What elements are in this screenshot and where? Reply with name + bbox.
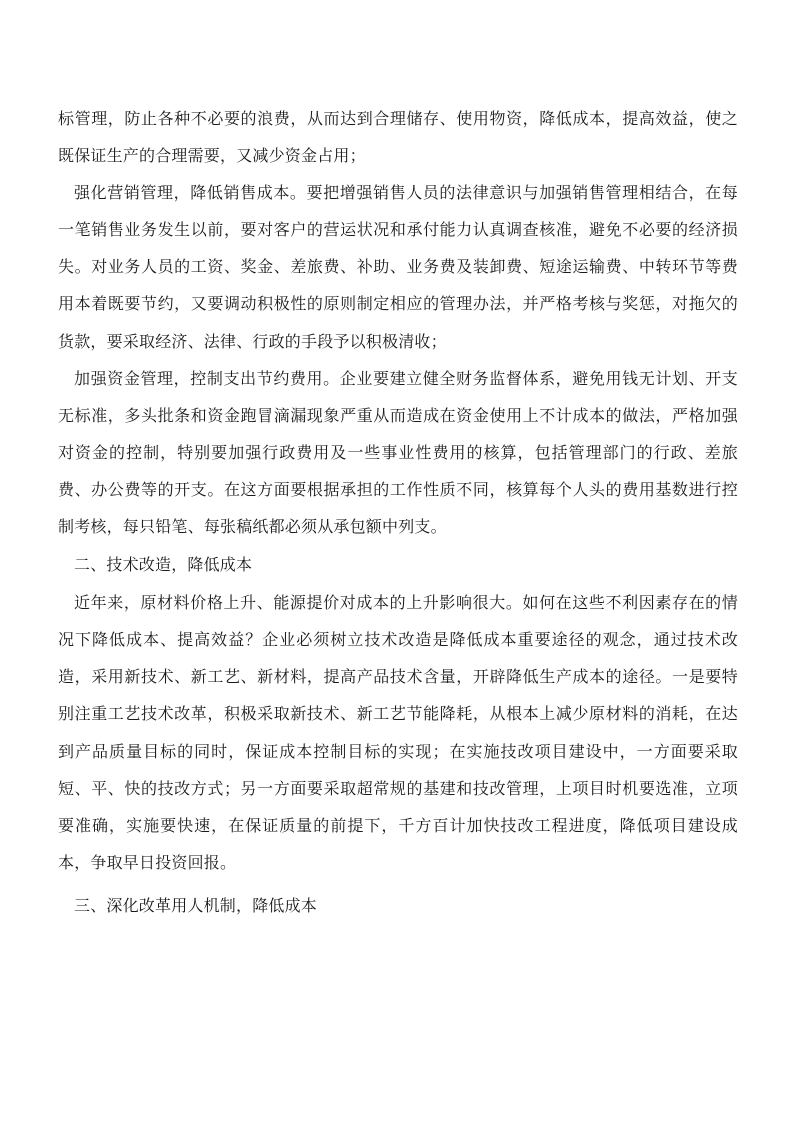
- section-heading-staffing-reform: 三、深化改革用人机制，降低成本: [74, 895, 318, 915]
- section-heading-technical-reform: 二、技术改造，降低成本: [74, 555, 253, 575]
- paragraph-continuation: 标管理，防止各种不必要的浪费，从而达到合理储存、使用物资，降低成本，提高效益，使之既保证生产的合理需要，又减少资金占用；: [58, 109, 738, 166]
- document-body: [58, 100, 738, 925]
- paragraph-technical-reform: 近年来，原材料价格上升、能源提价对成本的上升影响很大。如何在这些不利因素存在的情况下降低成本、提高效益？企业必须树立技术改造是降低成本重要途径的观念，通过技术改造，采用新技术、新工艺、新材料，提高产品技术含量，开辟降低生产成本的途径。一是要特别注重工艺技术改革，积极采取新技术、新工艺节能降耗，从根本上减少原材料的消耗，在达到产品质量目标的同时，保证成本控制目标的实现；在实施技改项目建设中，一方面要采取短、平、快的技改方式；另一方面要采取超常规的基建和技改管理，上项目时机要选准，立项要准确，实施要快速，在保证质量的前提下，千方百计加快技改工程进度，降低项目建设成本，争取早日投资回报。: [58, 593, 738, 872]
- paragraph-marketing-management: 强化营销管理，降低销售成本。要把增强销售人员的法律意识与加强销售管理相结合，在每一笔销售业务发生以前，要对客户的营运状况和承付能力认真调查核准，避免不必要的经济损失。对业务人员的工资、奖金、差旅费、补助、业务费及装卸费、短途运输费、中转环节等费用本着既要节约，又要调动积极性的原则制定相应的管理办法，并严格考核与奖惩，对拖欠的货款，要采取经济、法律、行政的手段予以积极清收；: [58, 183, 738, 351]
- paragraph-fund-management: 加强资金管理，控制支出节约费用。企业要建立健全财务监督体系，避免用钱无计划、开支无标准，多头批条和资金跑冒滴漏现象严重从而造成在资金使用上不计成本的做法，严格加强对资金的控制，特别要加强行政费用及一些事业性费用的核算，包括管理部门的行政、差旅费、办公费等的开支。在这方面要根据承担的工作性质不同，核算每个人头的费用基数进行控制考核，每只铅笔、每张稿纸都必须从承包额中列支。: [58, 368, 738, 537]
